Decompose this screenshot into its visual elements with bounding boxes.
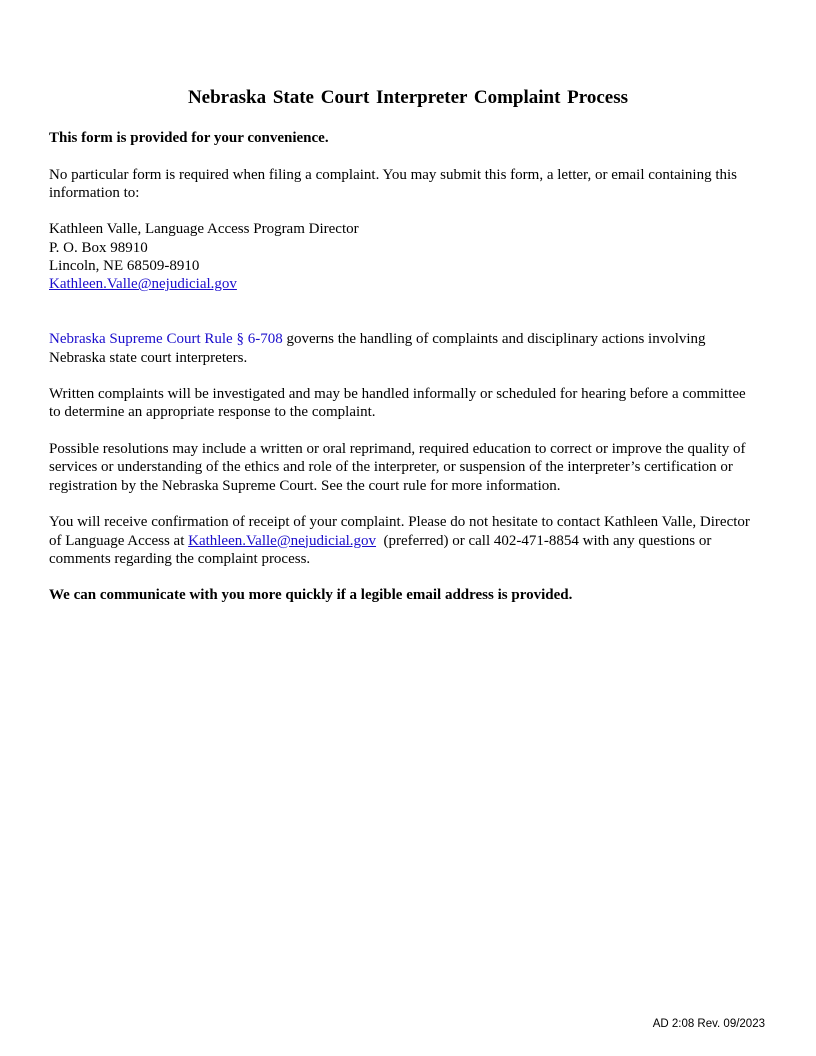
address-name-line: Kathleen Valle, Language Access Program Director — [49, 221, 359, 238]
address-email-link[interactable]: Kathleen.Valle@nejudicial.gov — [49, 276, 237, 293]
contact-email-link[interactable]: Kathleen.Valle@nejudicial.gov — [188, 532, 377, 549]
confirmation-text-before: You will receive confirmation of receipt of your complaint. Please do not hesitate to contact Kathleen Valle, Director of Language Access at — [49, 514, 750, 549]
address-city-line: Lincoln, NE 68509-8910 — [49, 258, 200, 275]
address-po-box-line: P. O. Box 98910 — [49, 239, 148, 256]
section-spacer — [49, 294, 761, 331]
form-revision-footer: AD 2:08 Rev. 09/2023 — [652, 1018, 765, 1030]
no-form-required-paragraph: No particular form is required when filing a complaint. You may submit this form, a letter, or email containing this information to: — [49, 166, 738, 201]
rule-paragraph — [49, 330, 761, 367]
intro-statement: This form is provided for your convenience. — [49, 130, 329, 146]
supreme-court-rule-link[interactable]: Nebraska Supreme Court Rule § 6-708 — [49, 331, 283, 348]
resolutions-paragraph: Possible resolutions may include a written or oral reprimand, required education to correct or improve the quality of services or understanding of the ethics and role of the interpreter, or suspension of the interpreter’s certification or registration by the Nebraska Supreme Court. See the court rule for more information. — [49, 441, 746, 494]
document-body — [49, 129, 761, 623]
closing-statement: We can communicate with you more quickly if a legible email address is provided. — [49, 587, 573, 604]
page-title: Nebraska State Court Interpreter Complaint Process — [187, 87, 629, 108]
confirmation-text-after: (preferred) or call 402-471-8854 with any questions or comments regarding the complaint process. — [49, 532, 716, 567]
confirmation-paragraph — [49, 513, 761, 568]
written-complaints-paragraph: Written complaints will be investigated and may be handled informally or scheduled for hearing before a committee to determine an appropriate response to the complaint. — [49, 386, 746, 421]
mailing-address — [49, 220, 761, 293]
rule-paragraph-text: governs the handling of complaints and disciplinary actions involving Nebraska state court interpreters. — [49, 331, 706, 366]
